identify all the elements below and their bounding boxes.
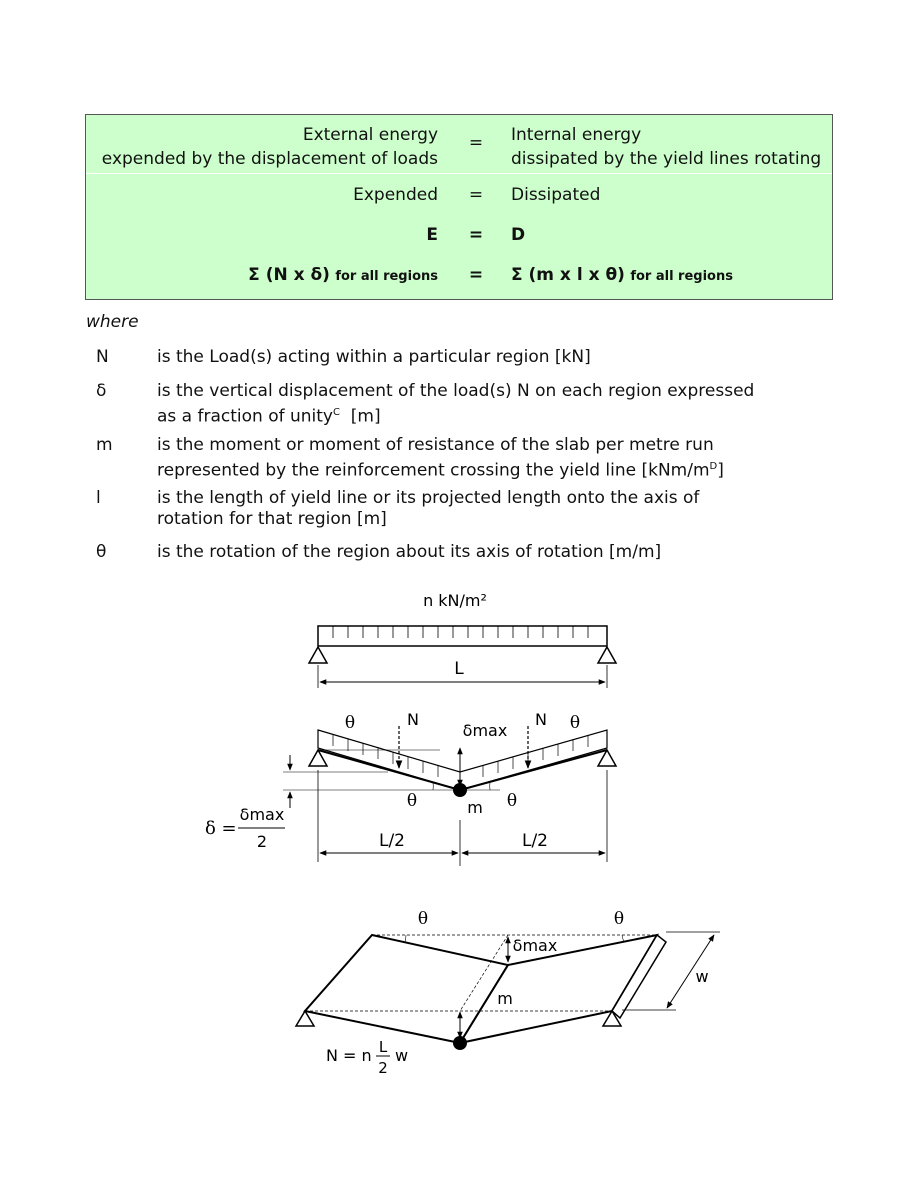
moment-m-label: m <box>497 989 513 1008</box>
delta-formula-numerator: δmax <box>239 805 285 824</box>
internal-sum-formula: Σ (m x l x θ) for all regions <box>511 265 733 285</box>
symbol-N: N <box>96 347 109 367</box>
half-span-label-left: L/2 <box>378 831 406 851</box>
N-formula-rhs: w <box>395 1046 409 1065</box>
delta-max-label: δmax <box>462 721 508 740</box>
external-sum-formula: Σ (N x δ) for all regions <box>248 265 438 285</box>
definition-text: is the vertical displacement of the load(s) N on each region expressed as a fraction of unity$^C$ [m] <box>157 381 755 427</box>
N-label-left: N <box>407 710 419 729</box>
delta-max-label: δmax <box>512 936 558 955</box>
theta-label: θ <box>417 909 429 929</box>
pin-support-right-icon <box>598 647 616 663</box>
pin-support-left-icon <box>309 647 327 663</box>
half-span-label-right: L/2 <box>521 831 549 851</box>
plastic-hinge-icon <box>453 1036 467 1050</box>
N-formula-numerator: L <box>378 1038 388 1056</box>
dissipated-text: Dissipated <box>511 185 601 205</box>
delta-formula-denominator: 2 <box>256 832 268 851</box>
definition-text: is the length of yield line or its projected length onto the axis of rotation for that region [m] <box>157 488 700 529</box>
N-formula-denominator: 2 <box>378 1059 388 1077</box>
span-label: L <box>454 659 464 679</box>
internal-energy-text: Internal energy dissipated by the yield lines rotating <box>511 125 822 169</box>
external-energy-text: External energy expended by the displacement of loads <box>101 125 438 169</box>
definition-text: is the rotation of the region about its axis of rotation [m/m] <box>157 542 662 562</box>
N-formula-lhs: N = n <box>326 1046 372 1065</box>
load-label: n kN/m² <box>423 591 487 610</box>
N-label-right: N <box>535 710 547 729</box>
equals-sign: = <box>468 225 484 245</box>
D-symbol: D <box>511 225 526 245</box>
equals-sign: = <box>468 265 484 285</box>
theta-label: θ <box>344 713 356 733</box>
symbol-l: l <box>96 488 101 508</box>
expended-text: Expended <box>353 185 438 205</box>
theta-arc <box>405 935 406 942</box>
beam-elevation-diagram <box>205 591 616 866</box>
equals-sign: = <box>468 133 484 153</box>
theta-label: θ <box>506 791 518 811</box>
delta-formula-lhs: δ = <box>205 818 237 839</box>
udl-load-ticks <box>333 626 588 638</box>
theta-label: θ <box>613 909 625 929</box>
definition-text: is the moment or moment of resistance of the slab per metre run represented by the reinforcement crossing the yield line $[kNm/m^D]$ <box>157 435 724 481</box>
definition-text: is the Load(s) acting within a particular region [kN] <box>157 347 591 367</box>
symbol-theta: θ <box>96 542 107 562</box>
udl-load-strip <box>318 626 607 646</box>
where-label: where <box>86 312 139 332</box>
E-symbol: E <box>426 225 438 245</box>
moment-m-label: m <box>467 798 483 817</box>
slab-isometric-diagram <box>296 909 720 1077</box>
symbol-delta: δ <box>96 381 107 401</box>
symbol-m: m <box>96 435 113 455</box>
theta-label: θ <box>406 791 418 811</box>
width-label: w <box>695 967 709 986</box>
theta-label: θ <box>569 713 581 733</box>
equals-sign: = <box>468 185 484 205</box>
